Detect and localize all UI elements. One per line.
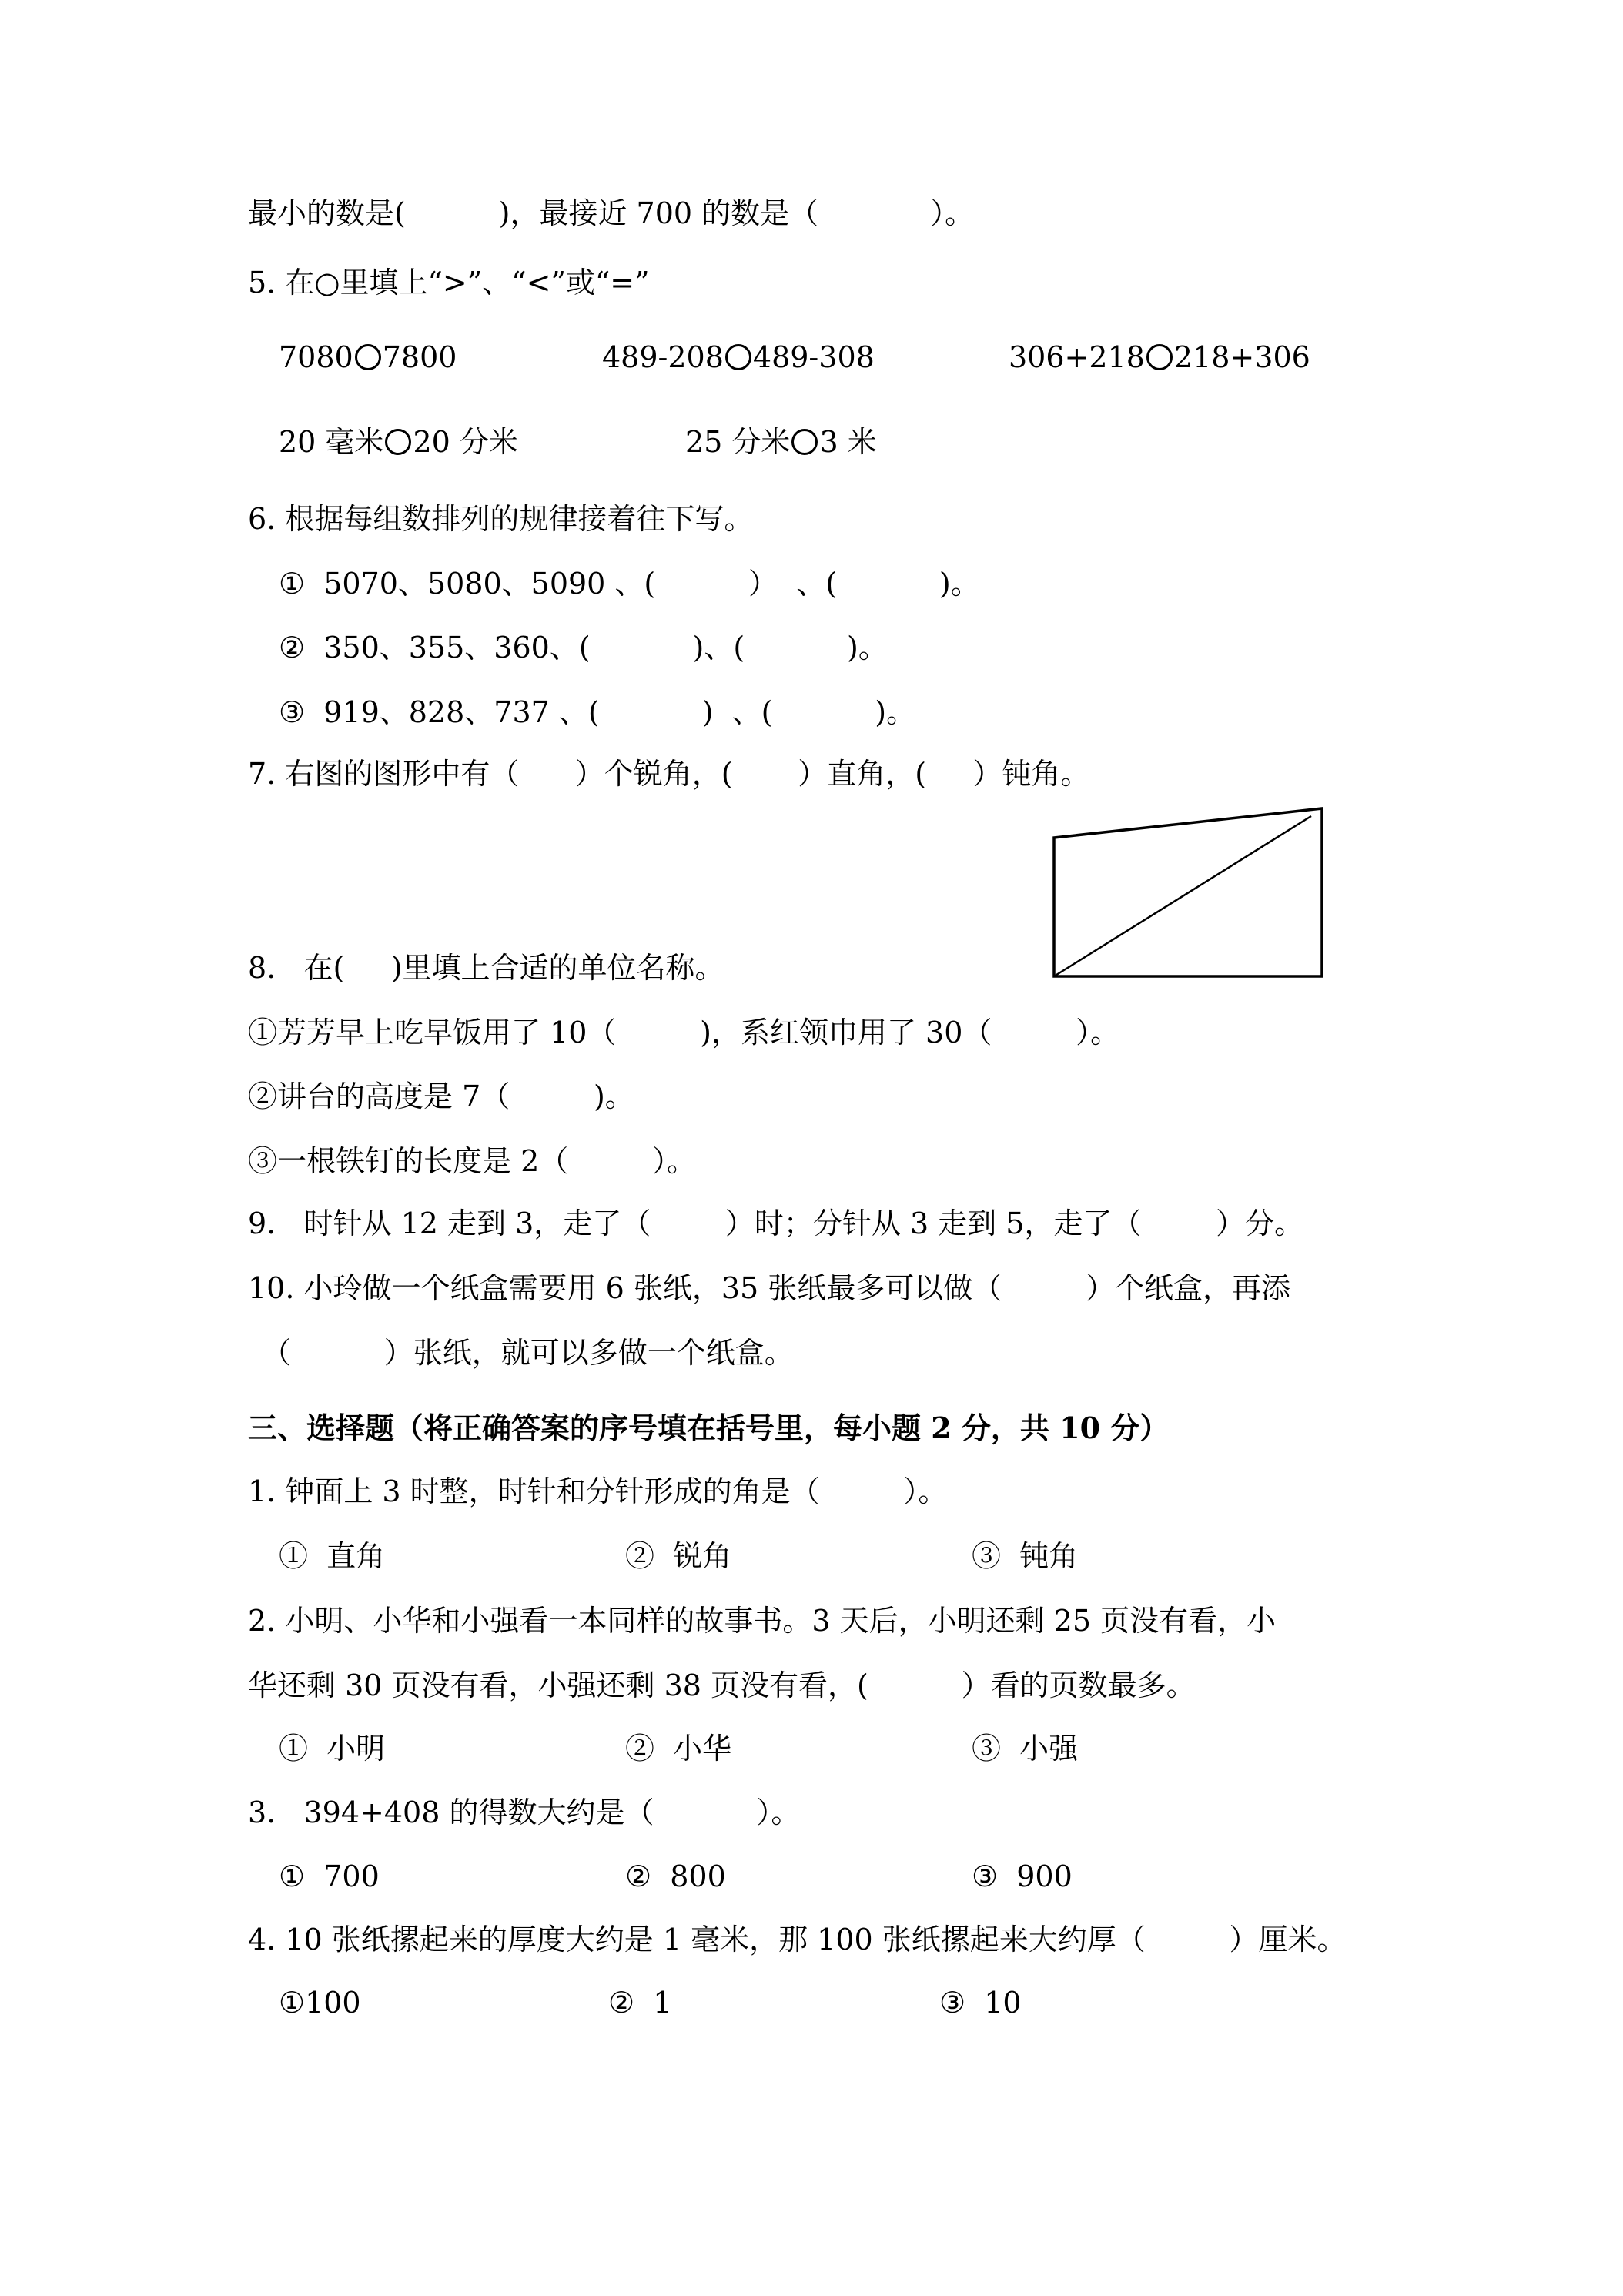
q8-item-2: ②讲台的高度是 7（ )。 [248,1079,634,1113]
s3-q2-stem-2: 华还剩 30 页没有看，小强还剩 38 页没有看，( ）看的页数最多。 [248,1668,1196,1702]
q5-compare-5: 25 分米 3 米 [685,425,877,459]
q8-item-3: ③一根铁钉的长度是 2（ ）。 [248,1144,696,1178]
s3-q4-options [0,1988,1623,2025]
option-2: ② 1 [608,1986,672,2020]
compare-circle[interactable] [725,344,751,370]
compare-circle[interactable] [1146,344,1173,370]
s3-q2-options [0,1734,1623,1771]
option-3: ③ 钝角 [972,1539,1079,1573]
q6-item-1: ① 5070、5080、5090 、( ） 、( )。 [279,567,980,601]
compare-circle[interactable] [385,429,411,455]
option-2: ② 800 [625,1859,726,1893]
q7-figure [1051,805,1328,982]
q5-row-1 [0,340,1623,380]
option-3: ③ 小强 [972,1732,1079,1766]
q5-compare-1: 7080 7800 [279,340,457,374]
q8-title: 8. 在( )里填上合适的单位名称。 [248,951,724,985]
s3-q3-stem: 3. 394+408 的得数大约是（ ）。 [248,1796,801,1829]
compare-circle[interactable] [791,429,818,455]
s3-q3-options [0,1859,1623,1899]
q10-line-1: 10. 小玲做一个纸盒需要用 6 张纸，35 张纸最多可以做（ ）个纸盒，再添 [248,1271,1290,1305]
q5-compare-4: 20 毫米 20 分米 [279,425,518,459]
diagonal-line [1054,816,1311,976]
q8-item-1: ①芳芳早上吃早饭用了 10（ )，系红领巾用了 30（ ）。 [248,1016,1120,1049]
s3-q1-options [0,1541,1623,1578]
option-1: ①100 [279,1986,361,2020]
option-2: ② 锐角 [625,1539,732,1573]
s3-q4-stem: 4. 10 张纸摞起来的厚度大约是 1 毫米，那 100 张纸摞起来大约厚（ ）厘米。 [248,1923,1347,1956]
q5-compare-3: 306+218 218+306 [1009,340,1310,374]
compare-circle[interactable] [355,344,381,370]
q5-title: 5. 在○里填上“>”、“<”或“=” [248,266,650,300]
s3-q1-stem: 1. 钟面上 3 时整，时针和分针形成的角是（ ）。 [248,1474,948,1508]
section-3-title: 三、选择题（将正确答案的序号填在括号里，每小题 2 分，共 10 分） [248,1411,1170,1445]
q5-row-2 [0,427,1623,464]
option-3: ③ 900 [972,1859,1073,1893]
option-1: ① 700 [279,1859,380,1893]
option-1: ① 直角 [279,1539,386,1573]
q4-tail: 最小的数是( )，最接近 700 的数是（ ）。 [248,196,975,230]
option-3: ③ 10 [939,1986,1022,2020]
option-2: ② 小华 [625,1732,732,1766]
q6-item-2: ② 350、355、360、( )、( )。 [279,631,888,664]
q5-compare-2: 489-208 489-308 [602,340,875,374]
option-1: ① 小明 [279,1732,386,1766]
q10-line-2: （ ）张纸，就可以多做一个纸盒。 [262,1336,794,1370]
q7-question: 7. 右图的图形中有（ ）个锐角，( ）直角，( ）钝角。 [248,757,1090,791]
q6-title: 6. 根据每组数排列的规律接着往下写。 [248,502,754,536]
q6-item-3: ③ 919、828、737 、( ) 、( )。 [279,695,916,729]
q9-question: 9. 时针从 12 走到 3，走了（ ）时；分针从 3 走到 5，走了（ ）分。 [248,1207,1304,1240]
s3-q2-stem-1: 2. 小明、小华和小强看一本同样的故事书。3 天后，小明还剩 25 页没有看，小 [248,1604,1277,1638]
